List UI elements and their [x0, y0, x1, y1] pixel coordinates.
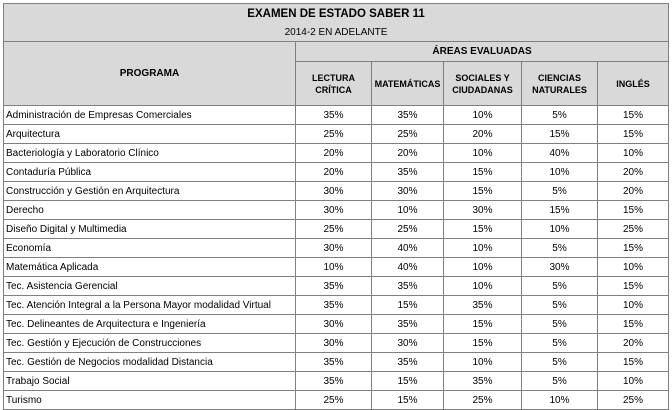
value-cell: 10% — [522, 391, 598, 410]
value-cell: 20% — [598, 163, 669, 182]
value-cell: 25% — [296, 220, 372, 239]
program-name: Contaduría Pública — [4, 163, 296, 182]
exam-weights-table — [3, 3, 669, 410]
program-name: Bacteriología y Laboratorio Clínico — [4, 144, 296, 163]
value-cell: 20% — [598, 334, 669, 353]
table-row — [4, 201, 669, 220]
table-row — [4, 163, 669, 182]
value-cell: 30% — [296, 182, 372, 201]
value-cell: 25% — [444, 391, 522, 410]
value-cell: 20% — [444, 125, 522, 144]
table-row — [4, 334, 669, 353]
table-row — [4, 106, 669, 125]
value-cell: 5% — [522, 277, 598, 296]
value-cell: 5% — [522, 239, 598, 258]
value-cell: 15% — [598, 239, 669, 258]
exam-table-container — [3, 3, 668, 410]
value-cell: 30% — [296, 334, 372, 353]
program-name: Tec. Gestión de Negocios modalidad Distancia — [4, 353, 296, 372]
table-row — [4, 220, 669, 239]
table-title: EXAMEN DE ESTADO SABER 11 — [4, 4, 669, 25]
program-name: Turismo — [4, 391, 296, 410]
value-cell: 20% — [296, 144, 372, 163]
column-header-matematicas: MATEMÁTICAS — [372, 62, 444, 106]
table-row — [4, 315, 669, 334]
value-cell: 35% — [296, 277, 372, 296]
value-cell: 30% — [372, 334, 444, 353]
program-name: Arquitectura — [4, 125, 296, 144]
value-cell: 5% — [522, 182, 598, 201]
program-name: Derecho — [4, 201, 296, 220]
value-cell: 15% — [372, 372, 444, 391]
value-cell: 35% — [444, 372, 522, 391]
value-cell: 10% — [444, 239, 522, 258]
value-cell: 30% — [372, 182, 444, 201]
value-cell: 40% — [372, 239, 444, 258]
value-cell: 5% — [522, 334, 598, 353]
program-name: Tec. Asistencia Gerencial — [4, 277, 296, 296]
value-cell: 10% — [296, 258, 372, 277]
table-row — [4, 372, 669, 391]
program-name: Diseño Digital y Multimedia — [4, 220, 296, 239]
program-name: Administración de Empresas Comerciales — [4, 106, 296, 125]
value-cell: 20% — [296, 163, 372, 182]
program-name: Construcción y Gestión en Arquitectura — [4, 182, 296, 201]
value-cell: 10% — [522, 163, 598, 182]
value-cell: 15% — [598, 353, 669, 372]
value-cell: 20% — [598, 182, 669, 201]
value-cell: 10% — [444, 106, 522, 125]
program-name: Economía — [4, 239, 296, 258]
column-header-sociales: SOCIALES Y CIUDADANAS — [444, 62, 522, 106]
value-cell: 5% — [522, 353, 598, 372]
value-cell: 15% — [444, 220, 522, 239]
table-row — [4, 391, 669, 410]
value-cell: 10% — [598, 372, 669, 391]
value-cell: 30% — [522, 258, 598, 277]
areas-header: ÁREAS EVALUADAS — [296, 42, 669, 62]
value-cell: 30% — [296, 201, 372, 220]
column-header-ingles: INGLÉS — [598, 62, 669, 106]
value-cell: 10% — [522, 220, 598, 239]
table-row — [4, 296, 669, 315]
value-cell: 15% — [444, 182, 522, 201]
value-cell: 35% — [296, 372, 372, 391]
value-cell: 10% — [598, 296, 669, 315]
value-cell: 15% — [598, 277, 669, 296]
value-cell: 35% — [296, 353, 372, 372]
value-cell: 10% — [444, 353, 522, 372]
value-cell: 10% — [444, 144, 522, 163]
value-cell: 25% — [296, 125, 372, 144]
value-cell: 20% — [372, 144, 444, 163]
value-cell: 35% — [372, 315, 444, 334]
value-cell: 15% — [598, 201, 669, 220]
value-cell: 15% — [372, 391, 444, 410]
value-cell: 15% — [598, 106, 669, 125]
value-cell: 15% — [522, 125, 598, 144]
value-cell: 30% — [444, 201, 522, 220]
value-cell: 15% — [444, 334, 522, 353]
value-cell: 35% — [372, 277, 444, 296]
value-cell: 5% — [522, 372, 598, 391]
value-cell: 30% — [296, 315, 372, 334]
value-cell: 35% — [372, 163, 444, 182]
value-cell: 25% — [372, 125, 444, 144]
table-row — [4, 239, 669, 258]
table-row — [4, 125, 669, 144]
program-name: Trabajo Social — [4, 372, 296, 391]
value-cell: 35% — [296, 106, 372, 125]
value-cell: 5% — [522, 296, 598, 315]
programa-header: PROGRAMA — [4, 42, 296, 106]
value-cell: 15% — [522, 201, 598, 220]
program-name: Tec. Delineantes de Arquitectura e Ingeniería — [4, 315, 296, 334]
value-cell: 15% — [598, 315, 669, 334]
value-cell: 25% — [598, 220, 669, 239]
program-name: Matemática Aplicada — [4, 258, 296, 277]
value-cell: 25% — [372, 220, 444, 239]
value-cell: 15% — [372, 296, 444, 315]
table-row — [4, 182, 669, 201]
program-name: Tec. Gestión y Ejecución de Construcciones — [4, 334, 296, 353]
value-cell: 35% — [372, 353, 444, 372]
table-row — [4, 353, 669, 372]
value-cell: 15% — [444, 315, 522, 334]
value-cell: 25% — [296, 391, 372, 410]
value-cell: 15% — [444, 163, 522, 182]
value-cell: 15% — [598, 125, 669, 144]
value-cell: 10% — [444, 258, 522, 277]
value-cell: 35% — [296, 296, 372, 315]
table-row — [4, 258, 669, 277]
value-cell: 40% — [522, 144, 598, 163]
program-name: Tec. Atención Integral a la Persona Mayor modalidad Virtual — [4, 296, 296, 315]
value-cell: 10% — [598, 144, 669, 163]
table-row — [4, 144, 669, 163]
value-cell: 25% — [598, 391, 669, 410]
value-cell: 10% — [444, 277, 522, 296]
value-cell: 10% — [372, 201, 444, 220]
value-cell: 5% — [522, 315, 598, 334]
value-cell: 35% — [444, 296, 522, 315]
value-cell: 5% — [522, 106, 598, 125]
column-header-lectura: LECTURA CRÍTICA — [296, 62, 372, 106]
value-cell: 10% — [598, 258, 669, 277]
value-cell: 40% — [372, 258, 444, 277]
column-header-ciencias: CIENCIAS NATURALES — [522, 62, 598, 106]
table-subtitle: 2014-2 EN ADELANTE — [4, 24, 669, 42]
table-row — [4, 277, 669, 296]
value-cell: 35% — [372, 106, 444, 125]
value-cell: 30% — [296, 239, 372, 258]
